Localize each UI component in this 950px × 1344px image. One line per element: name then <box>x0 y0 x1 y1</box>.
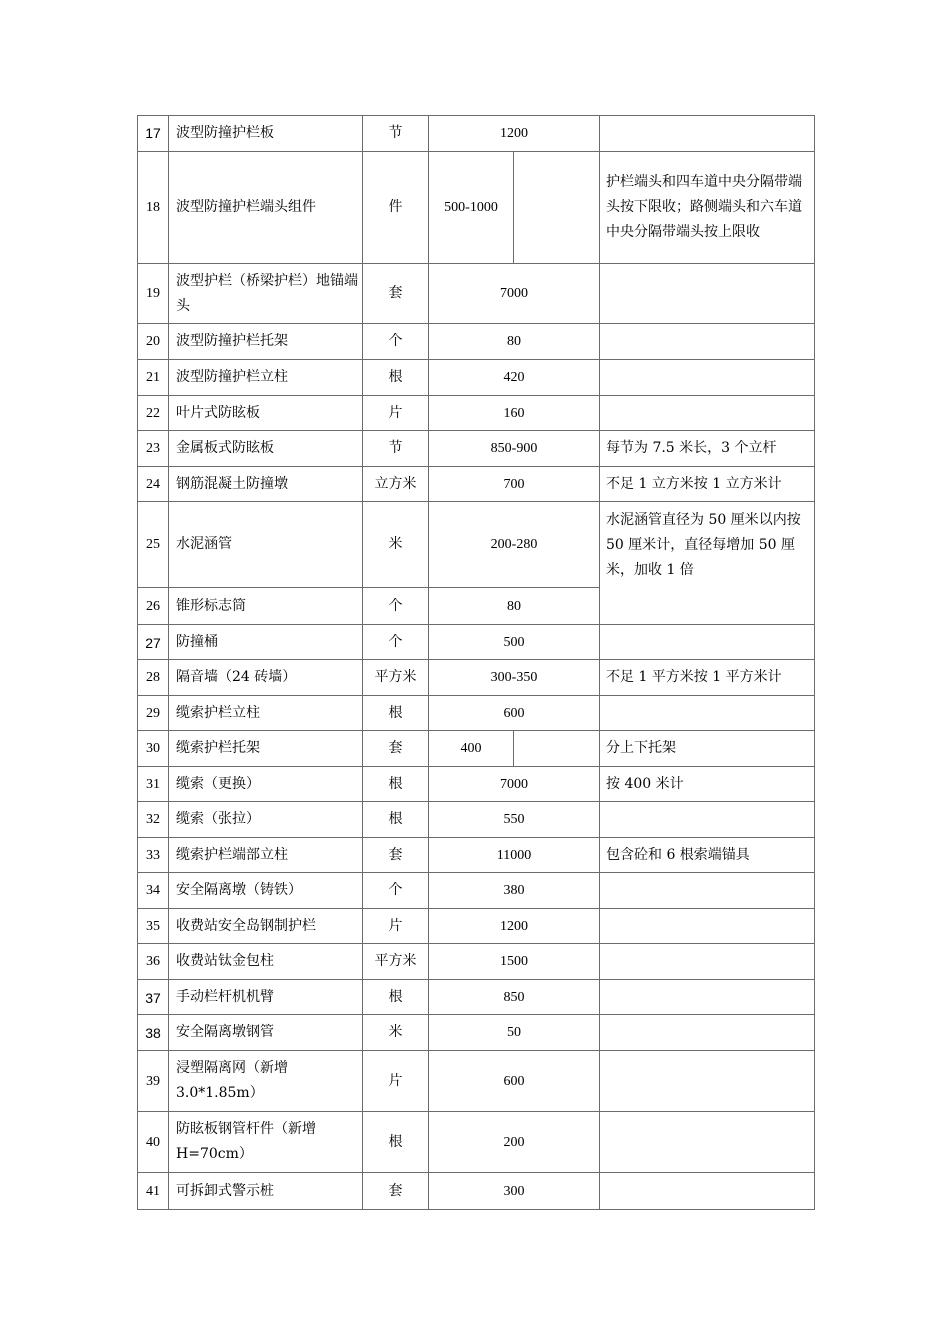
item-price: 400 <box>429 731 514 767</box>
row-number: 17 <box>138 116 169 152</box>
item-note <box>600 1112 815 1173</box>
item-name: 浸塑隔离网（新增 3.0*1.85m） <box>169 1051 363 1112</box>
item-price: 200 <box>429 1112 600 1173</box>
item-name: 安全隔离墩（铸铁） <box>169 873 363 909</box>
table-row <box>138 625 815 660</box>
item-note <box>600 944 815 980</box>
item-unit: 根 <box>363 802 429 838</box>
item-price: 600 <box>429 696 600 731</box>
table-row <box>138 467 815 502</box>
item-name: 钢筋混凝土防撞墩 <box>169 467 363 502</box>
item-name: 防眩板钢管杆件（新增H=70cm） <box>169 1112 363 1173</box>
table-row <box>138 152 815 264</box>
table-row <box>138 980 815 1015</box>
item-name: 手动栏杆机机臂 <box>169 980 363 1015</box>
item-name: 缆索护栏立柱 <box>169 696 363 731</box>
row-number: 24 <box>138 467 169 502</box>
item-unit: 米 <box>363 502 429 588</box>
item-name: 隔音墙（24 砖墙） <box>169 660 363 696</box>
item-note: 包含砼和 6 根索端锚具 <box>600 838 815 873</box>
item-price: 1500 <box>429 944 600 980</box>
item-unit: 个 <box>363 625 429 660</box>
table-row <box>138 873 815 909</box>
item-price: 300 <box>429 1173 600 1210</box>
item-name: 收费站钛金包柱 <box>169 944 363 980</box>
item-price: 7000 <box>429 767 600 802</box>
table-row <box>138 731 815 767</box>
item-note <box>600 116 815 152</box>
price-table <box>137 115 815 1210</box>
item-price: 160 <box>429 396 600 431</box>
table-row <box>138 324 815 360</box>
table-row <box>138 1173 815 1210</box>
item-unit: 根 <box>363 767 429 802</box>
item-price: 7000 <box>429 264 600 324</box>
item-note <box>600 980 815 1015</box>
item-name: 叶片式防眩板 <box>169 396 363 431</box>
item-unit: 套 <box>363 838 429 873</box>
table-row <box>138 1015 815 1051</box>
item-note <box>600 909 815 944</box>
item-note: 按 400 米计 <box>600 767 815 802</box>
item-note <box>600 360 815 396</box>
table-row <box>138 1112 815 1173</box>
table-row <box>138 116 815 152</box>
row-number: 21 <box>138 360 169 396</box>
table-row <box>138 767 815 802</box>
table-row <box>138 360 815 396</box>
row-number: 34 <box>138 873 169 909</box>
item-price: 850-900 <box>429 431 600 467</box>
table-row <box>138 1051 815 1112</box>
item-price: 80 <box>429 588 600 625</box>
table-row <box>138 944 815 980</box>
row-number: 23 <box>138 431 169 467</box>
row-number: 29 <box>138 696 169 731</box>
item-name: 锥形标志筒 <box>169 588 363 625</box>
item-price: 1200 <box>429 909 600 944</box>
item-note <box>600 1015 815 1051</box>
item-note <box>600 1173 815 1210</box>
row-number: 35 <box>138 909 169 944</box>
item-price: 500 <box>429 625 600 660</box>
table-row <box>138 396 815 431</box>
item-note: 分上下托架 <box>600 731 815 767</box>
item-price: 80 <box>429 324 600 360</box>
table-row <box>138 838 815 873</box>
row-number: 40 <box>138 1112 169 1173</box>
item-price: 200-280 <box>429 502 600 588</box>
item-note: 不足 1 立方米按 1 立方米计 <box>600 467 815 502</box>
item-note <box>600 264 815 324</box>
item-unit: 个 <box>363 588 429 625</box>
item-price: 850 <box>429 980 600 1015</box>
item-unit: 米 <box>363 1015 429 1051</box>
item-price: 700 <box>429 467 600 502</box>
item-note: 水泥涵管直径为 50 厘米以内按 50 厘米计，直径每增加 50 厘米，加收 1 倍 <box>600 502 815 625</box>
item-price: 1200 <box>429 116 600 152</box>
item-price: 420 <box>429 360 600 396</box>
item-unit: 片 <box>363 909 429 944</box>
row-number: 41 <box>138 1173 169 1210</box>
item-note <box>600 802 815 838</box>
table-row <box>138 909 815 944</box>
row-number: 25 <box>138 502 169 588</box>
item-name: 缆索护栏托架 <box>169 731 363 767</box>
row-number: 31 <box>138 767 169 802</box>
table-row <box>138 431 815 467</box>
row-number: 32 <box>138 802 169 838</box>
item-price: 300-350 <box>429 660 600 696</box>
item-unit: 根 <box>363 696 429 731</box>
row-number: 37 <box>138 980 169 1015</box>
item-unit: 根 <box>363 1112 429 1173</box>
item-unit: 根 <box>363 980 429 1015</box>
item-unit: 平方米 <box>363 660 429 696</box>
table-row <box>138 502 815 588</box>
item-name: 缆索（张拉） <box>169 802 363 838</box>
item-price: 380 <box>429 873 600 909</box>
row-number: 39 <box>138 1051 169 1112</box>
item-name: 可拆卸式警示桩 <box>169 1173 363 1210</box>
item-note <box>600 873 815 909</box>
item-name: 波型防撞护栏板 <box>169 116 363 152</box>
table-row <box>138 264 815 324</box>
table-row <box>138 696 815 731</box>
row-number: 38 <box>138 1015 169 1051</box>
item-note <box>600 625 815 660</box>
item-note <box>600 696 815 731</box>
item-name: 缆索（更换） <box>169 767 363 802</box>
row-number: 26 <box>138 588 169 625</box>
item-price: 550 <box>429 802 600 838</box>
table-row <box>138 660 815 696</box>
item-unit: 片 <box>363 1051 429 1112</box>
item-name: 收费站安全岛钢制护栏 <box>169 909 363 944</box>
item-price: 600 <box>429 1051 600 1112</box>
item-price: 50 <box>429 1015 600 1051</box>
row-number: 20 <box>138 324 169 360</box>
item-unit: 立方米 <box>363 467 429 502</box>
row-number: 28 <box>138 660 169 696</box>
item-unit: 个 <box>363 873 429 909</box>
row-number: 30 <box>138 731 169 767</box>
item-name: 防撞桶 <box>169 625 363 660</box>
item-unit: 个 <box>363 324 429 360</box>
item-name: 波型护栏（桥梁护栏）地锚端头 <box>169 264 363 324</box>
table-row <box>138 802 815 838</box>
item-unit: 根 <box>363 360 429 396</box>
item-unit: 节 <box>363 116 429 152</box>
row-number: 19 <box>138 264 169 324</box>
item-unit: 平方米 <box>363 944 429 980</box>
item-unit: 片 <box>363 396 429 431</box>
empty-cell <box>514 152 600 264</box>
item-note: 护栏端头和四车道中央分隔带端头按下限收；路侧端头和六车道中央分隔带端头按上限收 <box>600 152 815 264</box>
empty-cell <box>514 731 600 767</box>
item-price: 500-1000 <box>429 152 514 264</box>
item-note: 不足 1 平方米按 1 平方米计 <box>600 660 815 696</box>
item-price: 11000 <box>429 838 600 873</box>
row-number: 22 <box>138 396 169 431</box>
item-unit: 节 <box>363 431 429 467</box>
item-note: 每节为 7.5 米长，3 个立杆 <box>600 431 815 467</box>
item-name: 安全隔离墩钢管 <box>169 1015 363 1051</box>
item-name: 波型防撞护栏立柱 <box>169 360 363 396</box>
item-unit: 套 <box>363 731 429 767</box>
item-note <box>600 324 815 360</box>
item-unit: 套 <box>363 1173 429 1210</box>
item-unit: 件 <box>363 152 429 264</box>
item-name: 波型防撞护栏端头组件 <box>169 152 363 264</box>
item-note <box>600 1051 815 1112</box>
item-note <box>600 396 815 431</box>
row-number: 33 <box>138 838 169 873</box>
item-name: 金属板式防眩板 <box>169 431 363 467</box>
row-number: 27 <box>138 625 169 660</box>
item-name: 波型防撞护栏托架 <box>169 324 363 360</box>
item-unit: 套 <box>363 264 429 324</box>
row-number: 36 <box>138 944 169 980</box>
row-number: 18 <box>138 152 169 264</box>
item-name: 缆索护栏端部立柱 <box>169 838 363 873</box>
item-name: 水泥涵管 <box>169 502 363 588</box>
